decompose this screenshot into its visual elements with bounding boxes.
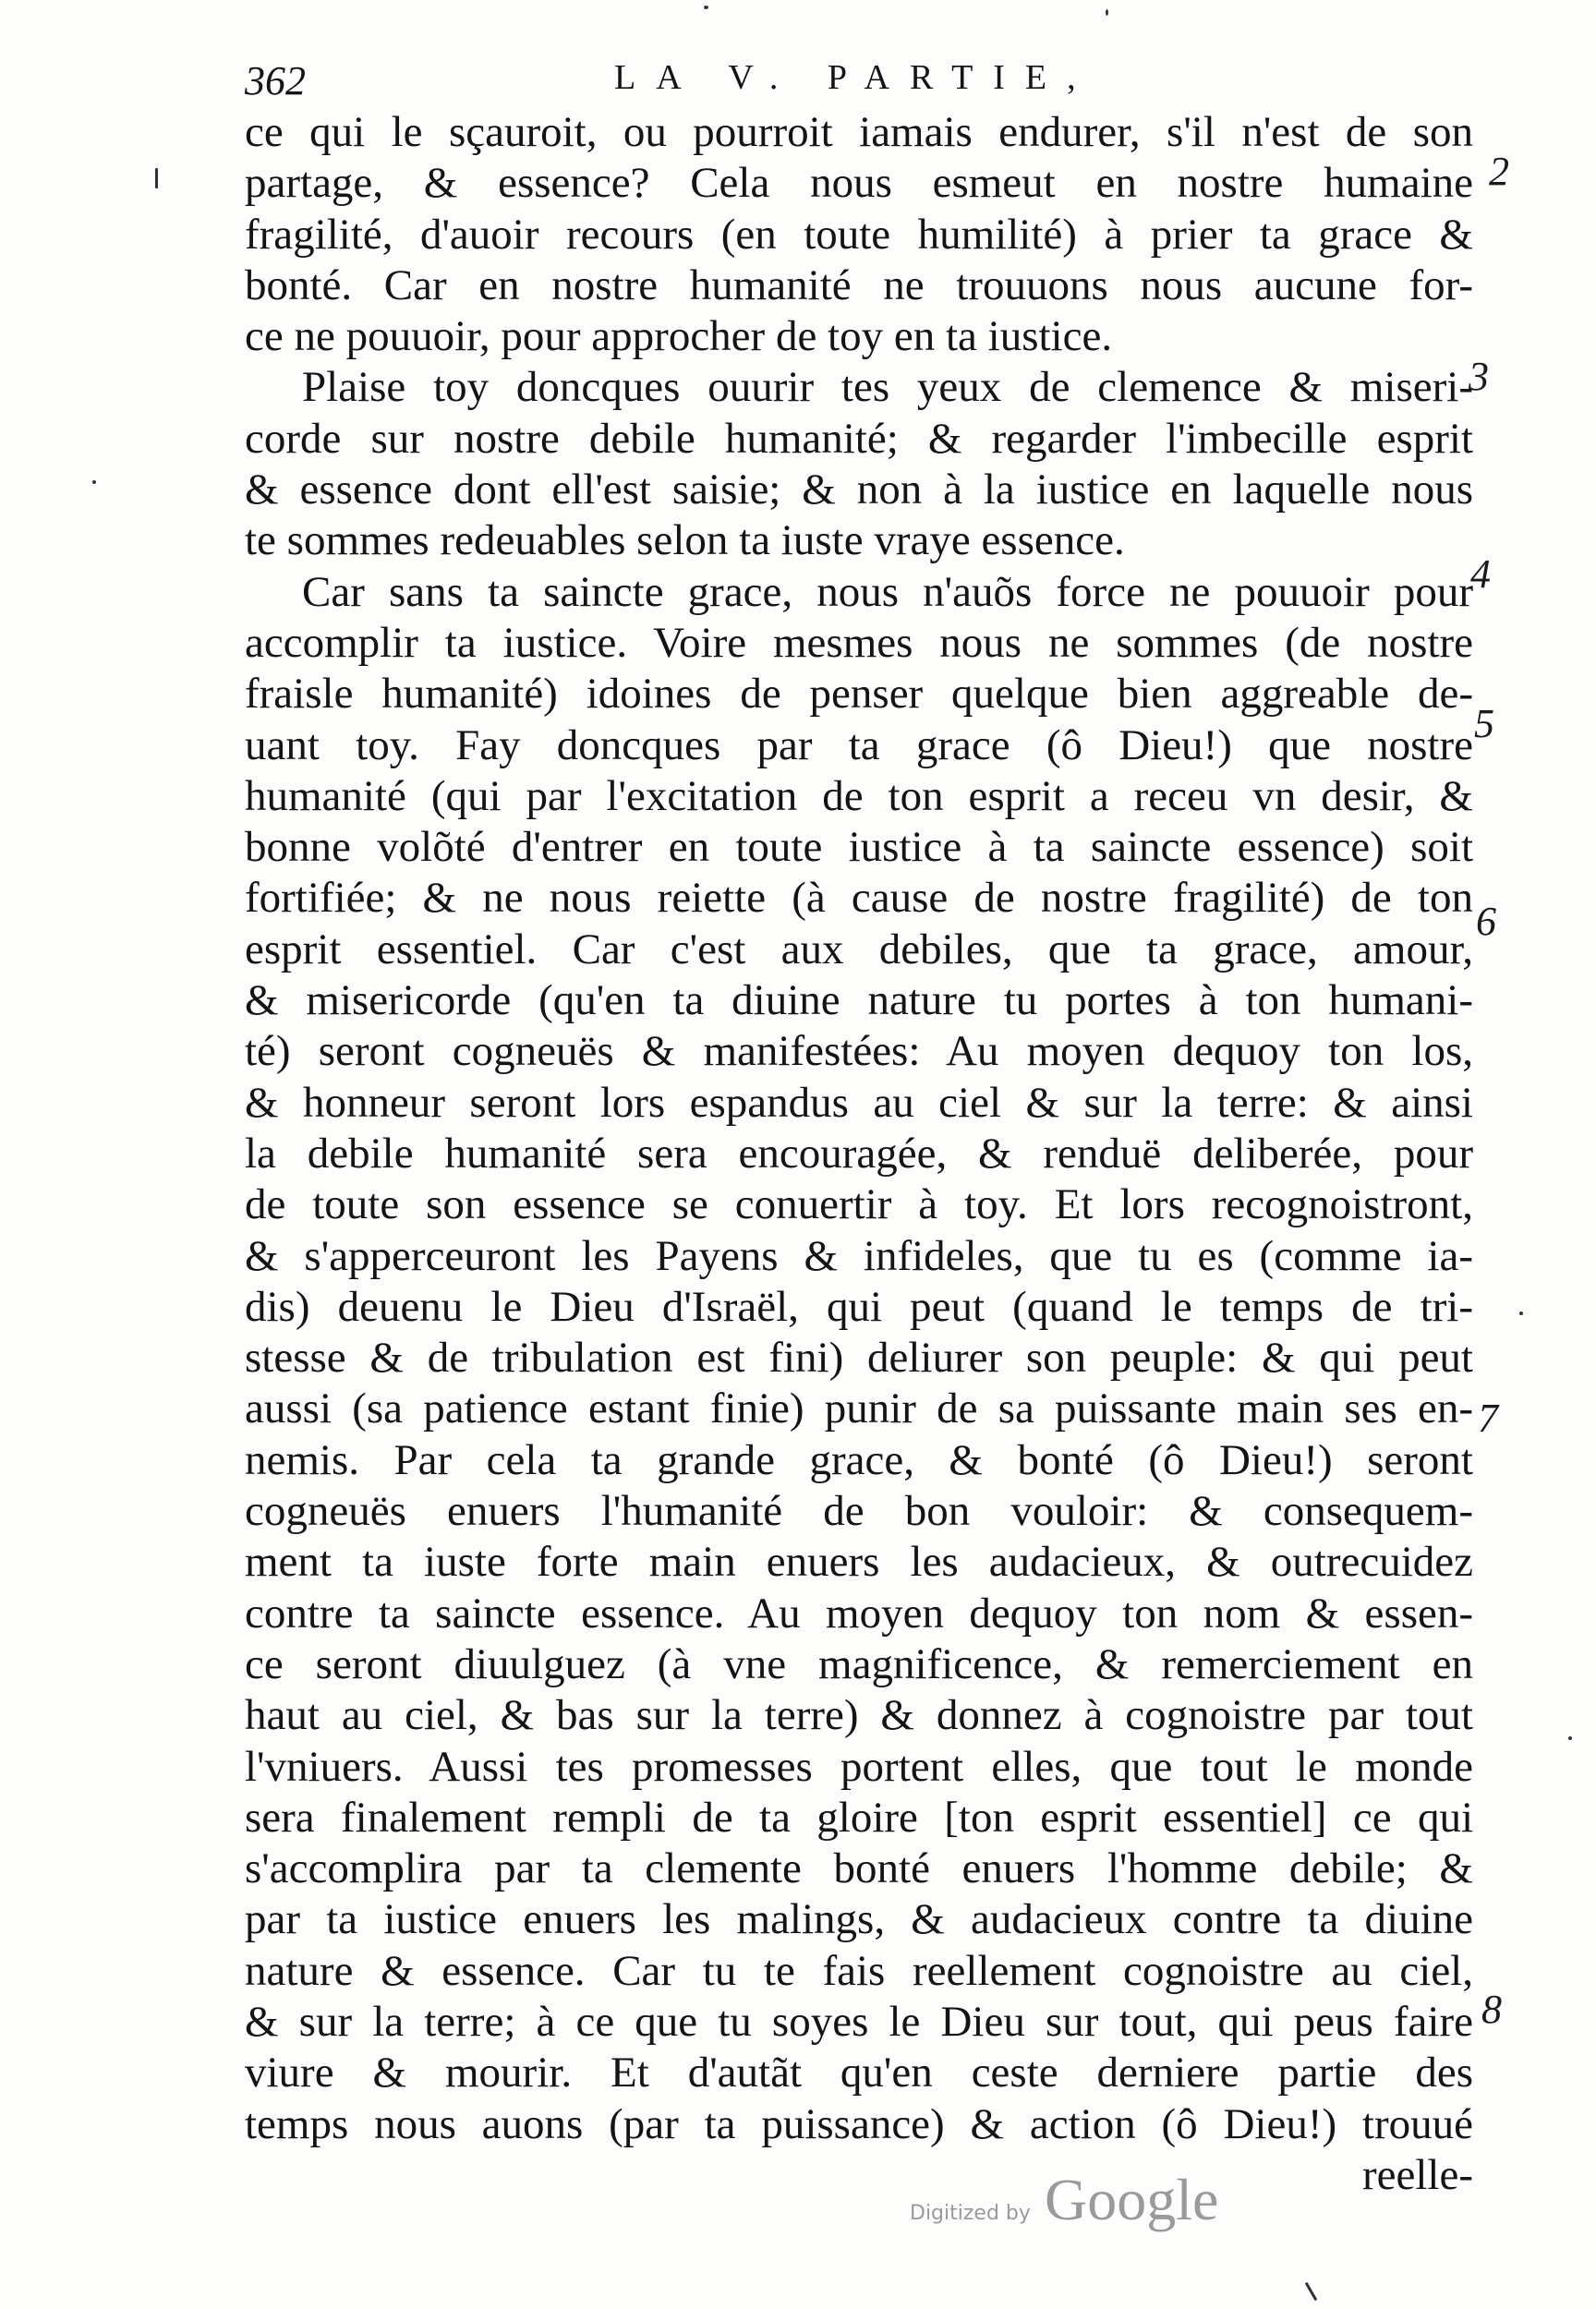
text-line: & sur la terre; à ce que tu soyes le Dieu sur tout, qui peus faire [245,1997,1473,2046]
text-line: viure & mourir. Et d'autãt qu'en ceste derniere partie des [245,2049,1473,2097]
text-line: corde sur nostre debile humanité; & regarder l'imbecille esprit [245,414,1473,463]
text-line: nature & essence. Car tu te fais reellement cognoistre au ciel, [245,1946,1473,1995]
text-line: aussi (sa patience estant finie) punir de sa puissante main ses en- [245,1384,1473,1433]
margin-verse-number: 2 [1489,149,1509,194]
text-line: s'accomplira par ta clemente bonté enuers l'homme debile; & [245,1844,1473,1893]
text-line: la debile humanité sera encouragée, & renduë deliberée, pour [245,1129,1473,1178]
text-line: contre ta saincte essence. Au moyen dequoy ton nom & essen- [245,1589,1473,1638]
text-line: partage, & essence? Cela nous esmeut en nostre humaine [245,159,1473,208]
text-line: sera finalement rempli de ta gloire [ton esprit essentiel] ce qui [245,1793,1473,1842]
ink-speck [1106,9,1108,16]
text-line: Plaise toy doncques ouurir tes yeux de clemence & miseri- [302,363,1473,412]
text-line: dis) deuenu le Dieu d'Israël, qui peut (quand le temps de tri- [245,1282,1473,1331]
ink-speck [1305,2282,1318,2302]
running-title: LA V. PARTIE, [614,58,1096,97]
margin-verse-number: 3 [1469,354,1489,399]
text-line: stesse & de tribulation est fini) deliurer son peuple: & qui peut [245,1334,1473,1383]
ink-speck [1568,1736,1572,1740]
text-line: haut au ciel, & bas sur la terre) & donnez à cognoistre par tout [245,1691,1473,1740]
text-line: & essence dont ell'est saisie; & non à la iustice en laquelle nous [245,465,1473,514]
text-line: esprit essentiel. Car c'est aux debiles, que ta grace, amour, [245,925,1473,973]
text-line: fortifiée; & ne nous reiette (à cause de nostre fragilité) de ton [245,874,1473,923]
ink-speck [155,168,158,188]
text-line: bonté. Car en nostre humanité ne trouuons nous aucune for- [245,260,1473,309]
ink-speck [1519,1312,1523,1315]
text-line: & s'apperceuront les Payens & infideles, que tu es (comme ia- [245,1231,1473,1280]
google-logo: Google [1045,2167,1219,2232]
text-line: té) seront cogneuës & manifestées: Au moyen dequoy ton los, [245,1027,1473,1076]
text-line: nemis. Par cela ta grande grace, & bonté (ô Dieu!) seront [245,1435,1473,1484]
text-line: fragilité, d'auoir recours (en toute humilité) à prier ta grace & [245,210,1473,259]
margin-verse-number: 7 [1478,1396,1498,1441]
margin-verse-number: 6 [1476,899,1496,944]
running-head [245,57,1482,113]
text-line: l'vniuers. Aussi tes promesses portent elles, que tout le monde [245,1742,1473,1791]
margin-verse-number: 8 [1481,1987,1502,2032]
text-line: temps nous auons (par ta puissance) & action (ô Dieu!) trouué [245,2099,1473,2148]
ink-speck [704,6,708,9]
ink-speck [92,480,96,484]
text-line: par ta iustice enuers les malings, & audacieux contre ta diuine [245,1895,1473,1944]
margin-verse-number: 5 [1474,701,1494,746]
text-line: te sommes redeuables selon ta iuste vraye essence. [245,516,1125,565]
text-line: accomplir ta iustice. Voire mesmes nous ne sommes (de nostre [245,618,1473,667]
margin-verse-number: 4 [1470,551,1491,597]
text-line: humanité (qui par l'excitation de ton esprit a receu vn desir, & [245,771,1473,820]
text-line: ment ta iuste forte main enuers les audacieux, & outrecuidez [245,1538,1473,1587]
text-line: & honneur seront lors espandus au ciel & sur la terre: & ainsi [245,1078,1473,1127]
page-number: 362 [245,58,306,103]
text-line: cogneuës enuers l'humanité de bon vouloir: & consequem- [245,1487,1473,1536]
text-line: ce ne pouuoir, pour approcher de toy en ta iustice. [245,312,1113,361]
body-text [245,107,1473,2201]
text-line: fraisle humanité) idoines de penser quelque bien aggreable de- [245,670,1473,719]
text-line: uant toy. Fay doncques par ta grace (ô Dieu!) que nostre [245,720,1473,769]
text-line: ce seront diuulguez (à vne magnificence, & remerciement en [245,1639,1473,1688]
text-line: de toute son essence se conuertir à toy. Et lors recognoistront, [245,1180,1473,1229]
catchword: reelle- [1361,2150,1473,2199]
text-line: & misericorde (qu'en ta diuine nature tu portes à ton humani- [245,976,1473,1025]
text-line: ce qui le sçauroit, ou pourroit iamais endurer, s'il n'est de son [245,108,1473,156]
digitized-by-google-watermark [910,2166,1218,2230]
text-line: bonne volõté d'entrer en toute iustice à ta saincte essence) soit [245,823,1473,872]
text-line: Car sans ta saincte grace, nous n'auõs force ne pouuoir pour [302,567,1473,616]
digitized-label: Digitized by [910,2202,1031,2225]
